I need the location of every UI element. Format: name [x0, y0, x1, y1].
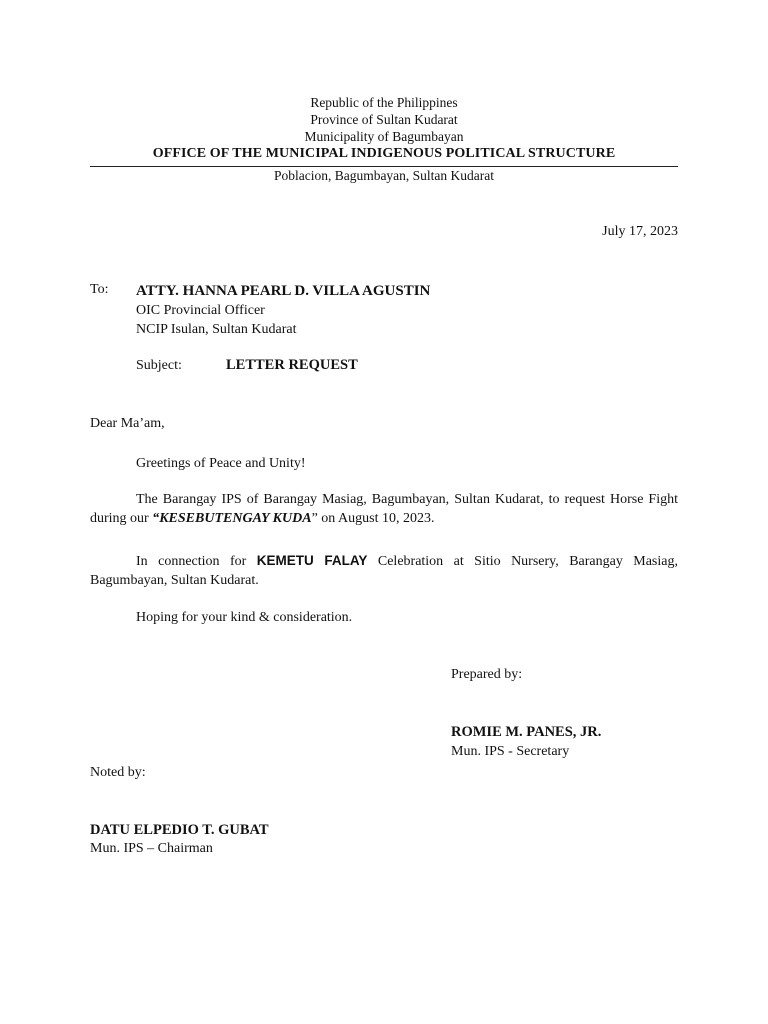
request-date-text: ” on August 10, 2023. [311, 511, 435, 526]
letterhead [90, 94, 678, 162]
noted-by-title: Mun. IPS – Chairman [90, 841, 213, 856]
letterhead-office: OFFICE OF THE MUNICIPAL INDIGENOUS POLITICAL STRUCTURE [152, 146, 616, 161]
subject-value: LETTER REQUEST [226, 357, 358, 373]
salutation: Dear Ma’am, [90, 416, 165, 431]
recipient-label: To: [90, 282, 109, 297]
recipient-name: ATTY. HANNA PEARL D. VILLA AGUSTIN [136, 283, 431, 299]
letterhead-address: Poblacion, Bagumbayan, Sultan Kudarat [273, 168, 495, 183]
noted-by-name: DATU ELPEDIO T. GUBAT [90, 822, 269, 838]
letterhead-country: Republic of the Philippines [310, 95, 458, 110]
prepared-by-label: Prepared by: [451, 667, 523, 682]
paragraph-greeting: Greetings of Peace and Unity! [136, 456, 306, 471]
request-text: The Barangay IPS of Barangay Masiag, Bagumbayan, Sultan Kudarat, to request Horse Fight during our [90, 492, 678, 526]
connection-location-text: Celebration at Sitio Nursery, Barangay Masiag, Bagumbayan, Sultan Kudarat. [90, 554, 678, 588]
noted-by-label: Noted by: [90, 765, 146, 780]
letter-date: July 17, 2023 [602, 224, 678, 239]
event-name: “KESEBUTENGAY KUDA [152, 511, 312, 526]
prepared-by-name: ROMIE M. PANES, JR. [451, 724, 602, 740]
prepared-by-title: Mun. IPS - Secretary [451, 744, 570, 759]
connection-text: In connection for [136, 554, 257, 569]
subject-line [136, 357, 358, 374]
paragraph-closing: Hoping for your kind & consideration. [136, 610, 353, 625]
celebration-name: KEMETU FALAY [256, 553, 368, 568]
letterhead-municipality: Municipality of Bagumbayan [304, 129, 464, 144]
recipient-position: OIC Provincial Officer [136, 303, 265, 318]
letterhead-province: Province of Sultan Kudarat [310, 112, 458, 127]
recipient-block [136, 282, 430, 339]
subject-label: Subject: [136, 358, 182, 373]
recipient-office: NCIP Isulan, Sultan Kudarat [136, 322, 297, 337]
paragraph-connection [90, 551, 678, 590]
paragraph-request [90, 490, 678, 528]
